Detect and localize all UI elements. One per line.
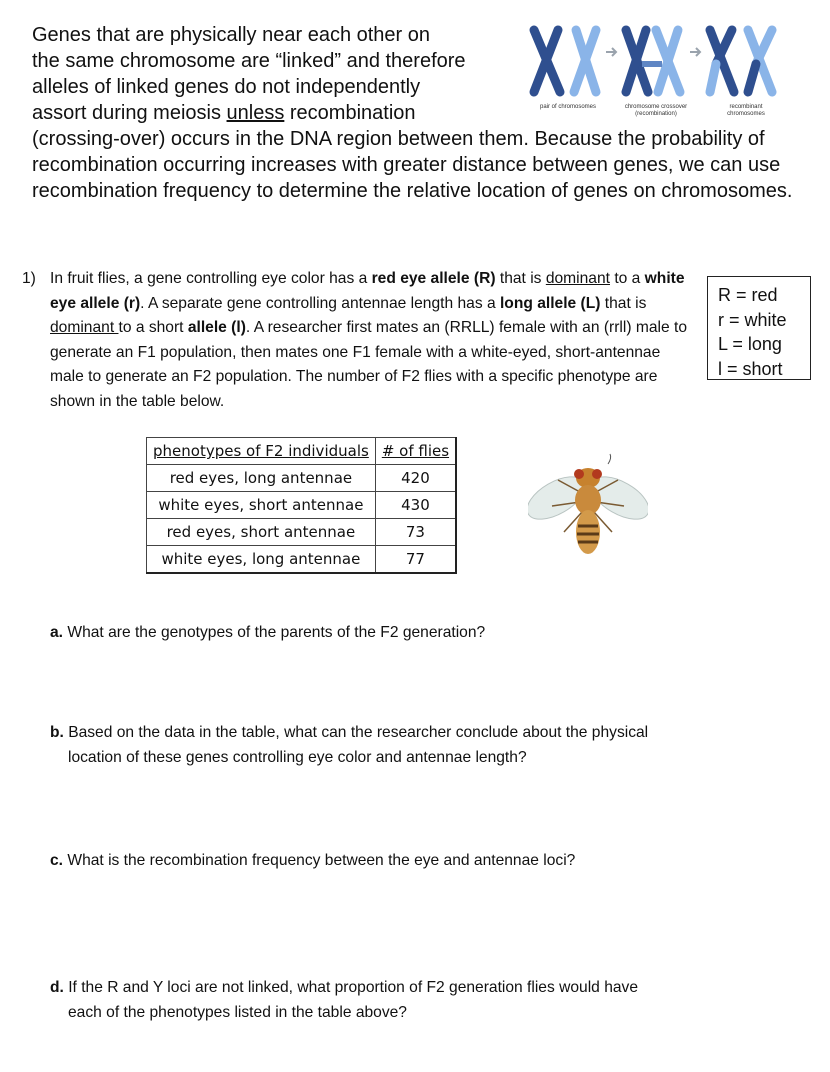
table-row [147,546,457,574]
chromosome-pair-icon [534,30,596,92]
count-cell: 420 [375,465,456,492]
question-b: b. Based on the data in the table, what can the researcher conclude about the physical location of these genes controlling eye color and antennae length? [50,724,649,766]
arrow-icon [606,48,616,56]
phenotype-cell: white eyes, long antennae [147,546,376,574]
allele-legend-box [707,276,811,380]
intro-line-4: assort during meiosis unless recombination [32,102,416,124]
unless-underlined: unless [226,102,285,124]
phenotype-cell: red eyes, long antennae [147,465,376,492]
intro-line-2: the same chromosome are “linked” and therefore [32,50,466,72]
legend-item: r = white [718,309,787,330]
f2-phenotype-table [146,437,457,574]
intro-rest: (crossing-over) occurs in the DNA region between them. Because the probability of recombination occurring increases with greater distance between genes, we can use recombination frequency to determine the relative location of genes on chromosomes. [32,128,793,202]
phenotype-cell: white eyes, short antennae [147,492,376,519]
fruit-fly-icon [528,450,648,575]
question-1-text: In fruit flies, a gene controlling eye color has a red eye allele (R) that is dominant to a white eye allele (r). A separate gene controlling antennae length has a long allele (L) that is dominant to a short allele (l). A researcher first mates an (RRLL) female with an (rrll) male to generate an F1 population, then mates one F1 female with a white-eyed, short-antennae male to generate an F2 population. The number of F2 flies with a specific phenotype are shown in the table below. [50,270,688,410]
recombinant-chromosomes-icon [710,30,772,92]
question-c: c. What is the recombination frequency between the eye and antennae loci? [50,852,576,869]
chromosome-diagram [520,24,790,104]
column-header: phenotypes of F2 individuals [147,438,376,465]
question-number: 1) [22,270,36,287]
caption-pair: pair of chromosomes [539,104,597,110]
table-row [147,492,457,519]
intro-line-1: Genes that are physically near each other on [32,24,431,46]
caption-crossover: chromosome crossover (recombination) [624,104,688,117]
crossover-icon [626,30,680,92]
phenotype-cell: red eyes, short antennae [147,519,376,546]
count-cell: 77 [375,546,456,574]
legend-item: L = long [718,334,782,354]
intro-line-3: alleles of linked genes do not independently [32,76,421,98]
legend-item: l = short [718,358,783,379]
table-row [147,519,457,546]
count-cell: 430 [375,492,456,519]
chromosome-crossover-figure [520,24,790,124]
question-d: d. If the R and Y loci are not linked, what proportion of F2 generation flies would have each of the phenotypes listed in the table above? [50,979,639,1021]
caption-recombinant: recombinant chromosomes [727,104,765,117]
question-1 [22,267,690,414]
column-header: # of flies [375,438,456,465]
table-row [147,465,457,492]
question-a: a. What are the genotypes of the parents of the F2 generation? [50,624,486,641]
table-header-row [147,438,457,465]
arrow-icon [690,48,700,56]
legend-item: R = red [718,285,778,305]
count-cell: 73 [375,519,456,546]
